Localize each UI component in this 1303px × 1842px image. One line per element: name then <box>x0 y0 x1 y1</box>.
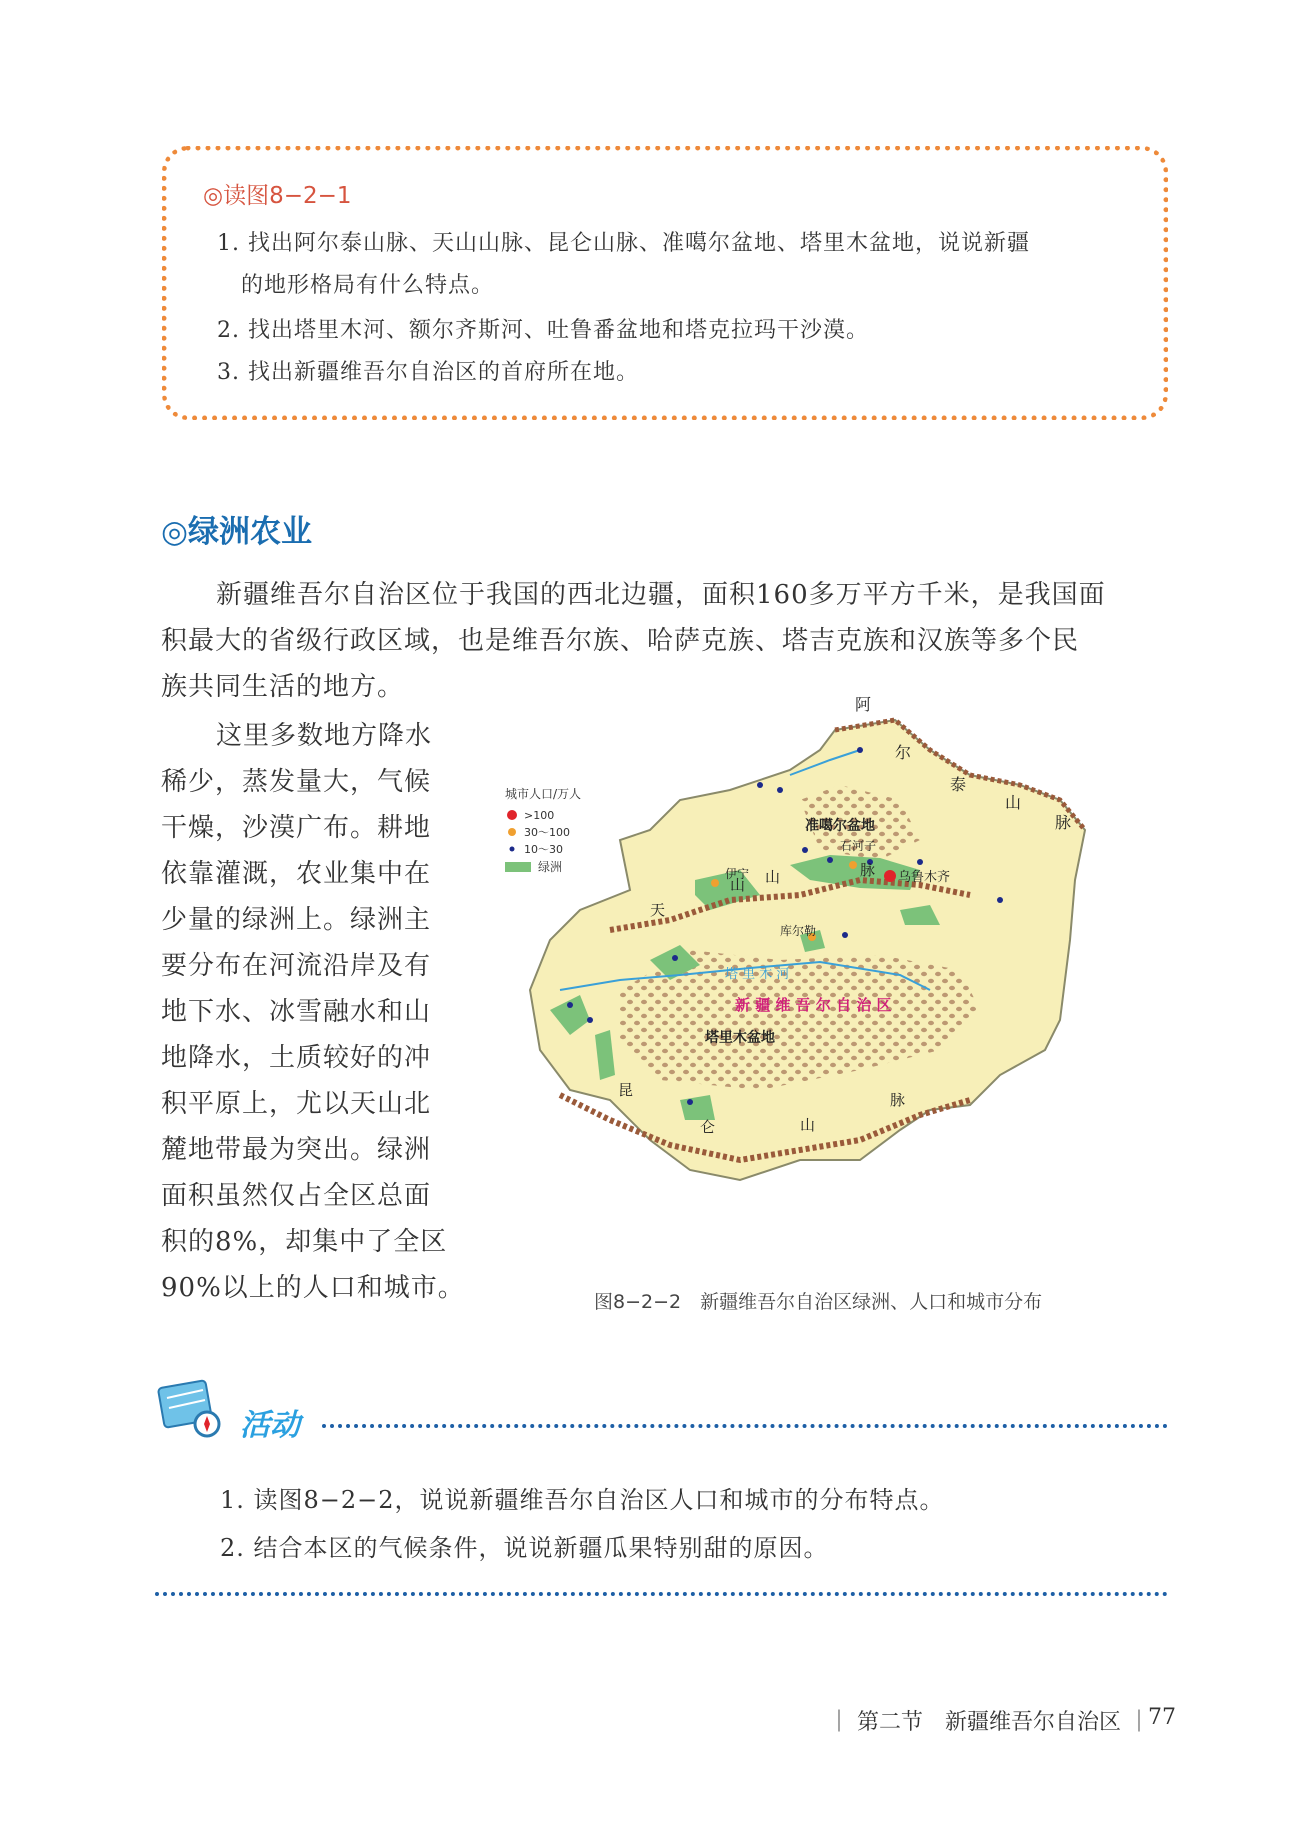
label-shihezi: 石河子 <box>840 839 877 853</box>
side-line-12: 积的8%，却集中了全区 <box>161 1227 448 1257</box>
city-shihezi <box>849 861 857 869</box>
activity-divider-top <box>322 1424 1168 1428</box>
side-line-11: 面积虽然仅占全区总面 <box>161 1181 432 1211</box>
city-small-7 <box>917 859 923 865</box>
page-footer <box>828 1705 1176 1736</box>
label-kun-4: 脉 <box>890 1091 906 1109</box>
label-altai-5: 脉 <box>1055 813 1072 832</box>
footer-section: ｜ 第二节 新疆维吾尔自治区 ｜ <box>828 1710 1150 1735</box>
label-altai-2: 尔 <box>895 743 912 762</box>
side-line-7: 地下水、冰雪融水和山 <box>161 997 432 1027</box>
reading-item-1-cont: 的地形格局有什么特点。 <box>241 273 495 298</box>
label-tarim-basin: 塔里木盆地 <box>705 1030 775 1046</box>
city-small-1 <box>857 747 863 753</box>
label-kun-1: 昆 <box>618 1081 634 1099</box>
city-urumqi <box>884 870 896 882</box>
label-kun-2: 仑 <box>700 1118 716 1136</box>
side-line-3: 干燥，沙漠广布。耕地 <box>161 813 432 843</box>
activity-title: 活动 <box>240 1408 300 1443</box>
city-small-8 <box>997 897 1003 903</box>
activity-divider-bottom <box>155 1592 1168 1596</box>
city-small-11 <box>587 1017 593 1023</box>
legend-dot-small <box>510 847 515 852</box>
reading-item-2: 2. 找出塔里木河、额尔齐斯河、吐鲁番盆地和塔克拉玛干沙漠。 <box>217 318 869 343</box>
city-small-5 <box>827 857 833 863</box>
legend-large: >100 <box>524 809 555 822</box>
side-line-6: 要分布在河流沿岸及有 <box>161 951 432 981</box>
map-svg <box>500 690 1120 1270</box>
label-tian-2: 山 <box>730 876 746 894</box>
label-tian-4: 脉 <box>860 861 876 879</box>
reading-item-1: 1. 找出阿尔泰山脉、天山山脉、昆仑山脉、准噶尔盆地、塔里木盆地，说说新疆 <box>217 231 1030 256</box>
city-small-4 <box>802 847 808 853</box>
intro-line-3: 族共同生活的地方。 <box>161 672 405 702</box>
side-line-5: 少量的绿洲上。绿洲主 <box>161 905 432 935</box>
legend-oasis: 绿洲 <box>538 860 563 874</box>
reading-item-3: 3. 找出新疆维吾尔自治区的首府所在地。 <box>217 360 639 385</box>
city-small-10 <box>567 1002 573 1008</box>
label-urumqi: 乌鲁木齐 <box>898 870 951 885</box>
label-korla: 库尔勒 <box>780 924 817 938</box>
legend-oasis-swatch <box>505 862 531 872</box>
label-tian-1: 天 <box>650 901 666 919</box>
side-line-4: 依靠灌溉，农业集中在 <box>161 859 432 889</box>
label-kun-3: 山 <box>800 1116 816 1134</box>
legend-small: 10～30 <box>524 843 563 856</box>
section-title: ◎绿洲农业 <box>161 514 313 550</box>
map-caption: 图8−2−2 新疆维吾尔自治区绿洲、人口和城市分布 <box>594 1291 1043 1313</box>
activity-item-1: 1. 读图8−2−2，说说新疆维吾尔自治区人口和城市的分布特点。 <box>220 1486 945 1514</box>
city-small-2 <box>757 782 763 788</box>
city-small-9 <box>672 955 678 961</box>
side-line-9: 积平原上，尤以天山北 <box>161 1089 432 1119</box>
intro-line-1: 新疆维吾尔自治区位于我国的西北边疆，面积160多万平方千米，是我国面 <box>216 580 1106 610</box>
legend-title: 城市人口/万人 <box>505 787 582 801</box>
label-region: 新 疆 维 吾 尔 自 治 区 <box>735 996 892 1014</box>
legend-dot-large <box>507 810 517 820</box>
label-yining: 伊宁 <box>725 867 750 881</box>
city-small-12 <box>687 1099 693 1105</box>
reading-box <box>162 146 1168 420</box>
label-tarim-river: 塔 里 木 河 <box>725 967 790 982</box>
activity-icon <box>155 1378 227 1442</box>
label-altai-3: 泰 <box>950 775 967 794</box>
city-small-13 <box>842 932 848 938</box>
intro-line-2: 积最大的省级行政区域，也是维吾尔族、哈萨克族、塔吉克族和汉族等多个民 <box>161 626 1080 656</box>
side-line-2: 稀少，蒸发量大，气候 <box>161 767 432 797</box>
page-number: 77 <box>1148 1705 1176 1730</box>
xinjiang-map <box>500 690 1120 1270</box>
city-yining <box>711 879 719 887</box>
side-line-10: 麓地带最为突出。绿洲 <box>161 1135 432 1165</box>
label-altai-4: 山 <box>1005 793 1022 812</box>
label-altai-1: 阿 <box>855 695 872 714</box>
legend-dot-mid <box>508 828 516 836</box>
side-line-13: 90%以上的人口和城市。 <box>161 1273 465 1303</box>
map-legend <box>505 787 581 874</box>
side-line-1: 这里多数地方降水 <box>216 721 433 751</box>
legend-mid: 30～100 <box>524 826 570 839</box>
reading-box-title: ◎读图8−2−1 <box>203 183 352 209</box>
activity-item-2: 2. 结合本区的气候条件，说说新疆瓜果特别甜的原因。 <box>220 1534 829 1562</box>
city-small-3 <box>777 787 783 793</box>
side-line-8: 地降水，土质较好的冲 <box>161 1043 432 1073</box>
label-tian-3: 山 <box>765 868 781 886</box>
label-junggar: 准噶尔盆地 <box>805 818 875 834</box>
